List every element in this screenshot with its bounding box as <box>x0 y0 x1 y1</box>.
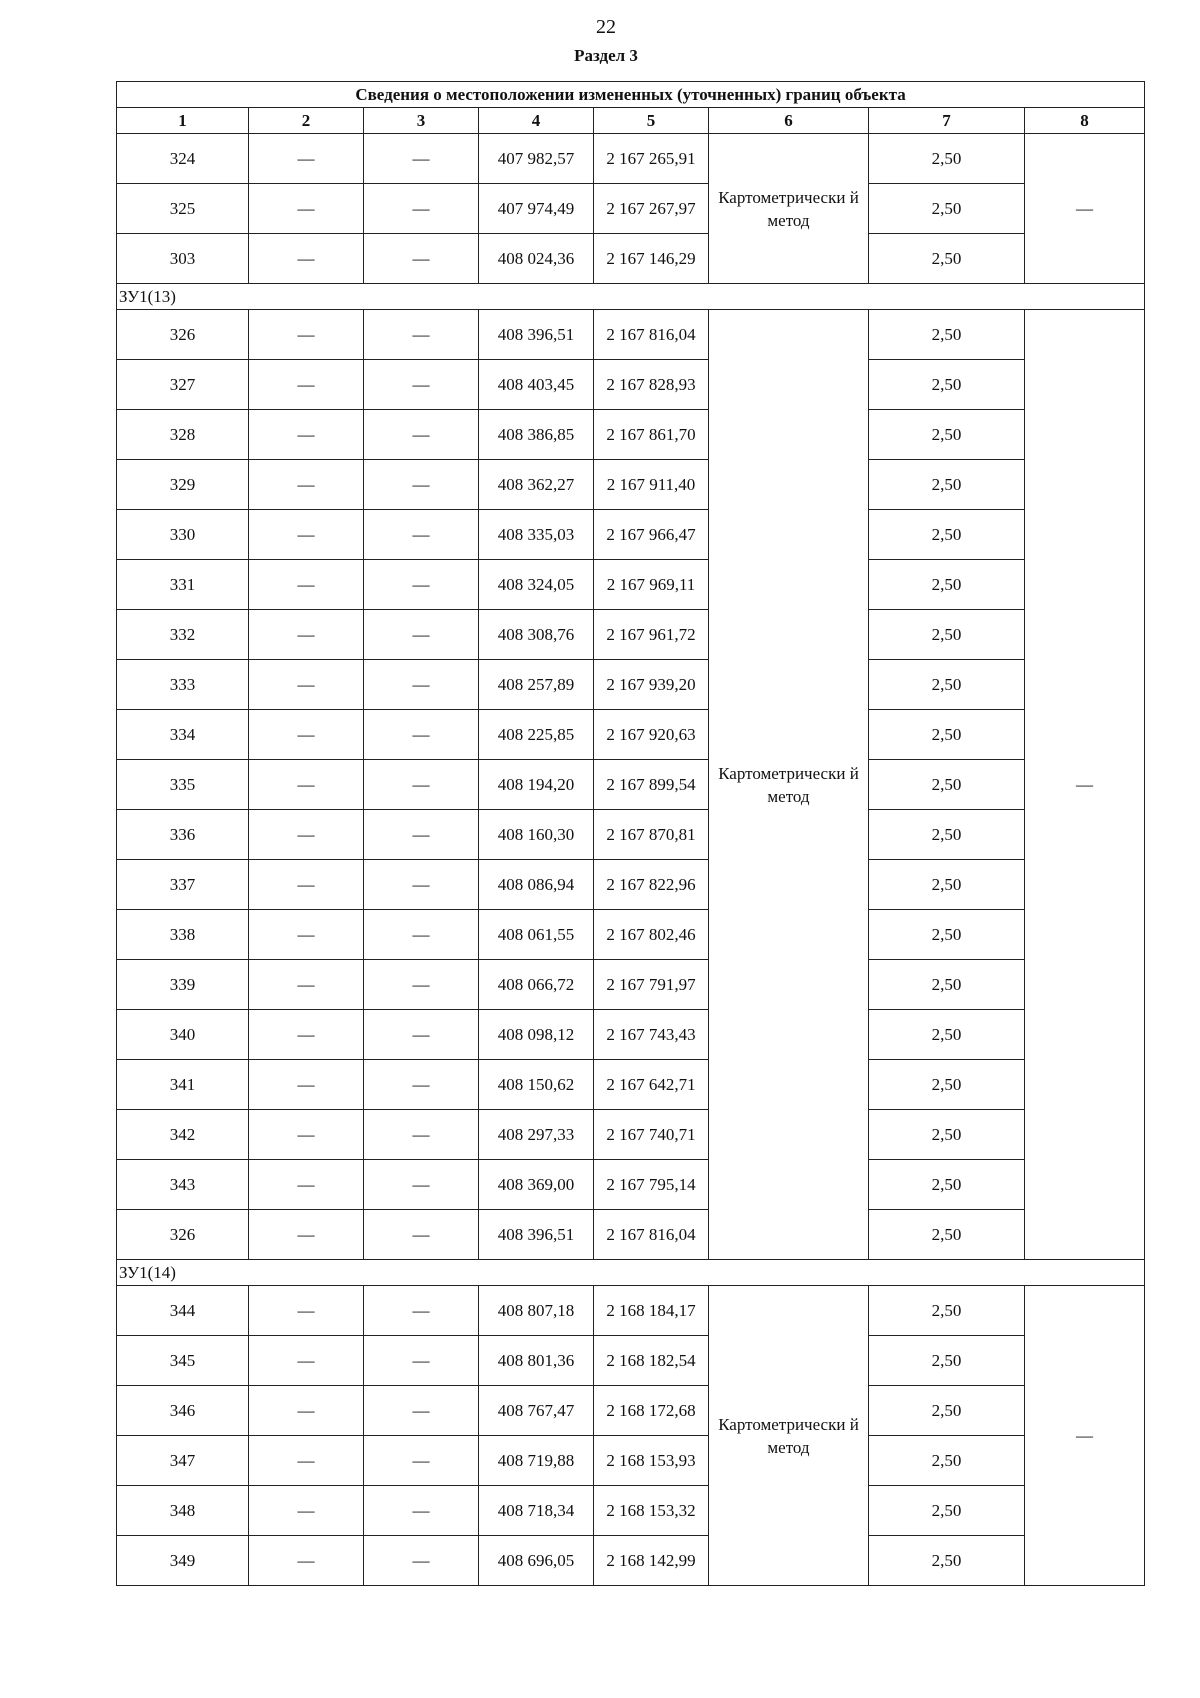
col2-cell: — <box>249 960 364 1010</box>
x-coordinate-cell: 408 194,20 <box>479 760 594 810</box>
accuracy-cell: 2,50 <box>869 460 1025 510</box>
x-coordinate-cell: 408 160,30 <box>479 810 594 860</box>
accuracy-cell: 2,50 <box>869 134 1025 184</box>
section-title: Раздел 3 <box>574 46 638 65</box>
accuracy-cell: 2,50 <box>869 1210 1025 1260</box>
column-header: 5 <box>594 108 709 134</box>
y-coordinate-cell: 2 167 642,71 <box>594 1060 709 1110</box>
col3-cell: — <box>364 1286 479 1336</box>
col3-cell: — <box>364 560 479 610</box>
accuracy-cell: 2,50 <box>869 234 1025 284</box>
table-row <box>117 460 1145 510</box>
point-number-cell: 326 <box>117 310 249 360</box>
accuracy-cell: 2,50 <box>869 184 1025 234</box>
table-row <box>117 134 1145 184</box>
table-caption: Сведения о местоположении измененных (уточненных) границ объекта <box>117 82 1145 108</box>
col2-cell: — <box>249 1336 364 1386</box>
accuracy-cell: 2,50 <box>869 660 1025 710</box>
accuracy-cell: 2,50 <box>869 610 1025 660</box>
y-coordinate-cell: 2 167 870,81 <box>594 810 709 860</box>
col2-cell: — <box>249 184 364 234</box>
table-row <box>117 1536 1145 1586</box>
x-coordinate-cell: 408 324,05 <box>479 560 594 610</box>
point-number-cell: 330 <box>117 510 249 560</box>
y-coordinate-cell: 2 167 816,04 <box>594 1210 709 1260</box>
point-number-cell: 344 <box>117 1286 249 1336</box>
accuracy-cell: 2,50 <box>869 1160 1025 1210</box>
y-coordinate-cell: 2 168 172,68 <box>594 1386 709 1436</box>
col2-cell: — <box>249 1286 364 1336</box>
y-coordinate-cell: 2 168 153,32 <box>594 1486 709 1536</box>
x-coordinate-cell: 407 974,49 <box>479 184 594 234</box>
col2-cell: — <box>249 1010 364 1060</box>
accuracy-cell: 2,50 <box>869 410 1025 460</box>
x-coordinate-cell: 408 386,85 <box>479 410 594 460</box>
y-coordinate-cell: 2 167 961,72 <box>594 610 709 660</box>
table-caption-row <box>117 82 1145 108</box>
accuracy-cell: 2,50 <box>869 1336 1025 1386</box>
table-row <box>117 410 1145 460</box>
col3-cell: — <box>364 710 479 760</box>
y-coordinate-cell: 2 167 791,97 <box>594 960 709 1010</box>
col3-cell: — <box>364 660 479 710</box>
page-number: 22 <box>596 16 616 38</box>
col2-cell: — <box>249 310 364 360</box>
table-row <box>117 660 1145 710</box>
column-header: 8 <box>1025 108 1145 134</box>
accuracy-cell: 2,50 <box>869 860 1025 910</box>
accuracy-cell: 2,50 <box>869 1060 1025 1110</box>
x-coordinate-cell: 408 696,05 <box>479 1536 594 1586</box>
point-number-cell: 331 <box>117 560 249 610</box>
y-coordinate-cell: 2 167 899,54 <box>594 760 709 810</box>
table-row <box>117 1286 1145 1336</box>
table-row <box>117 234 1145 284</box>
point-number-cell: 340 <box>117 1010 249 1060</box>
x-coordinate-cell: 408 024,36 <box>479 234 594 284</box>
point-number-cell: 337 <box>117 860 249 910</box>
table-row <box>117 910 1145 960</box>
col3-cell: — <box>364 310 479 360</box>
method-cell: Картометрически й метод <box>709 134 869 284</box>
table-row <box>117 760 1145 810</box>
col3-cell: — <box>364 360 479 410</box>
point-number-cell: 333 <box>117 660 249 710</box>
point-number-cell: 339 <box>117 960 249 1010</box>
table-row <box>117 1010 1145 1060</box>
col3-cell: — <box>364 1060 479 1110</box>
col3-cell: — <box>364 1010 479 1060</box>
table-row <box>117 610 1145 660</box>
x-coordinate-cell: 408 396,51 <box>479 1210 594 1260</box>
y-coordinate-cell: 2 167 267,97 <box>594 184 709 234</box>
y-coordinate-cell: 2 167 822,96 <box>594 860 709 910</box>
col2-cell: — <box>249 234 364 284</box>
x-coordinate-cell: 408 396,51 <box>479 310 594 360</box>
group-label: ЗУ1(13) <box>117 284 1145 310</box>
y-coordinate-cell: 2 167 740,71 <box>594 1110 709 1160</box>
x-coordinate-cell: 408 098,12 <box>479 1010 594 1060</box>
table-body <box>117 82 1145 1586</box>
col2-cell: — <box>249 610 364 660</box>
point-number-cell: 327 <box>117 360 249 410</box>
point-number-cell: 334 <box>117 710 249 760</box>
x-coordinate-cell: 408 807,18 <box>479 1286 594 1336</box>
column-header: 3 <box>364 108 479 134</box>
col3-cell: — <box>364 1110 479 1160</box>
table-row <box>117 1336 1145 1386</box>
x-coordinate-cell: 408 767,47 <box>479 1386 594 1436</box>
accuracy-cell: 2,50 <box>869 1536 1025 1586</box>
accuracy-cell: 2,50 <box>869 310 1025 360</box>
x-coordinate-cell: 408 369,00 <box>479 1160 594 1210</box>
point-number-cell: 348 <box>117 1486 249 1536</box>
col3-cell: — <box>364 960 479 1010</box>
y-coordinate-cell: 2 167 743,43 <box>594 1010 709 1060</box>
method-cell: Картометрически й метод <box>709 310 869 1260</box>
group-label-row <box>117 284 1145 310</box>
group-label-row <box>117 1260 1145 1286</box>
column-header: 7 <box>869 108 1025 134</box>
point-number-cell: 303 <box>117 234 249 284</box>
column-header: 4 <box>479 108 594 134</box>
accuracy-cell: 2,50 <box>869 760 1025 810</box>
col3-cell: — <box>364 460 479 510</box>
col2-cell: — <box>249 1110 364 1160</box>
col2-cell: — <box>249 910 364 960</box>
x-coordinate-cell: 408 066,72 <box>479 960 594 1010</box>
point-number-cell: 326 <box>117 1210 249 1260</box>
point-number-cell: 324 <box>117 134 249 184</box>
accuracy-cell: 2,50 <box>869 810 1025 860</box>
table-row <box>117 1436 1145 1486</box>
col3-cell: — <box>364 234 479 284</box>
x-coordinate-cell: 408 297,33 <box>479 1110 594 1160</box>
col3-cell: — <box>364 1536 479 1586</box>
col2-cell: — <box>249 660 364 710</box>
col2-cell: — <box>249 1210 364 1260</box>
point-number-cell: 332 <box>117 610 249 660</box>
y-coordinate-cell: 2 167 911,40 <box>594 460 709 510</box>
col3-cell: — <box>364 810 479 860</box>
method-cell: Картометрически й метод <box>709 1286 869 1586</box>
accuracy-cell: 2,50 <box>869 710 1025 760</box>
col3-cell: — <box>364 1210 479 1260</box>
col3-cell: — <box>364 1336 479 1386</box>
x-coordinate-cell: 408 719,88 <box>479 1436 594 1486</box>
point-number-cell: 336 <box>117 810 249 860</box>
accuracy-cell: 2,50 <box>869 1436 1025 1486</box>
group-label: ЗУ1(14) <box>117 1260 1145 1286</box>
col2-cell: — <box>249 1060 364 1110</box>
accuracy-cell: 2,50 <box>869 960 1025 1010</box>
y-coordinate-cell: 2 167 861,70 <box>594 410 709 460</box>
y-coordinate-cell: 2 167 146,29 <box>594 234 709 284</box>
table-row <box>117 1210 1145 1260</box>
y-coordinate-cell: 2 167 939,20 <box>594 660 709 710</box>
accuracy-cell: 2,50 <box>869 510 1025 560</box>
point-number-cell: 347 <box>117 1436 249 1486</box>
point-number-cell: 335 <box>117 760 249 810</box>
col3-cell: — <box>364 610 479 660</box>
table-row <box>117 860 1145 910</box>
col3-cell: — <box>364 760 479 810</box>
table-row <box>117 1386 1145 1436</box>
table-row <box>117 184 1145 234</box>
x-coordinate-cell: 408 150,62 <box>479 1060 594 1110</box>
y-coordinate-cell: 2 168 142,99 <box>594 1536 709 1586</box>
y-coordinate-cell: 2 167 816,04 <box>594 310 709 360</box>
column-header: 1 <box>117 108 249 134</box>
point-number-cell: 343 <box>117 1160 249 1210</box>
col3-cell: — <box>364 910 479 960</box>
x-coordinate-cell: 408 335,03 <box>479 510 594 560</box>
col8-cell: — <box>1025 1286 1145 1586</box>
y-coordinate-cell: 2 168 182,54 <box>594 1336 709 1386</box>
table-row <box>117 1110 1145 1160</box>
col2-cell: — <box>249 134 364 184</box>
col3-cell: — <box>364 1436 479 1486</box>
point-number-cell: 325 <box>117 184 249 234</box>
col2-cell: — <box>249 460 364 510</box>
table-row <box>117 1060 1145 1110</box>
point-number-cell: 349 <box>117 1536 249 1586</box>
x-coordinate-cell: 408 308,76 <box>479 610 594 660</box>
col3-cell: — <box>364 860 479 910</box>
table-row <box>117 1160 1145 1210</box>
x-coordinate-cell: 408 403,45 <box>479 360 594 410</box>
y-coordinate-cell: 2 167 795,14 <box>594 1160 709 1210</box>
col3-cell: — <box>364 1386 479 1436</box>
col3-cell: — <box>364 1160 479 1210</box>
y-coordinate-cell: 2 167 265,91 <box>594 134 709 184</box>
point-number-cell: 329 <box>117 460 249 510</box>
accuracy-cell: 2,50 <box>869 1286 1025 1336</box>
y-coordinate-cell: 2 167 828,93 <box>594 360 709 410</box>
x-coordinate-cell: 408 225,85 <box>479 710 594 760</box>
column-header: 6 <box>709 108 869 134</box>
point-number-cell: 346 <box>117 1386 249 1436</box>
y-coordinate-cell: 2 167 802,46 <box>594 910 709 960</box>
table-row <box>117 360 1145 410</box>
table-row <box>117 560 1145 610</box>
accuracy-cell: 2,50 <box>869 910 1025 960</box>
y-coordinate-cell: 2 168 153,93 <box>594 1436 709 1486</box>
accuracy-cell: 2,50 <box>869 1010 1025 1060</box>
y-coordinate-cell: 2 167 966,47 <box>594 510 709 560</box>
col2-cell: — <box>249 360 364 410</box>
col2-cell: — <box>249 810 364 860</box>
point-number-cell: 345 <box>117 1336 249 1386</box>
table-row <box>117 1486 1145 1536</box>
x-coordinate-cell: 408 086,94 <box>479 860 594 910</box>
col2-cell: — <box>249 760 364 810</box>
table-header-row <box>117 108 1145 134</box>
column-header: 2 <box>249 108 364 134</box>
x-coordinate-cell: 407 982,57 <box>479 134 594 184</box>
point-number-cell: 338 <box>117 910 249 960</box>
point-number-cell: 328 <box>117 410 249 460</box>
accuracy-cell: 2,50 <box>869 1486 1025 1536</box>
col3-cell: — <box>364 184 479 234</box>
col3-cell: — <box>364 410 479 460</box>
col2-cell: — <box>249 1386 364 1436</box>
accuracy-cell: 2,50 <box>869 360 1025 410</box>
table-row <box>117 310 1145 360</box>
col2-cell: — <box>249 560 364 610</box>
x-coordinate-cell: 408 362,27 <box>479 460 594 510</box>
point-number-cell: 342 <box>117 1110 249 1160</box>
col2-cell: — <box>249 1536 364 1586</box>
col8-cell: — <box>1025 310 1145 1260</box>
accuracy-cell: 2,50 <box>869 1110 1025 1160</box>
col2-cell: — <box>249 510 364 560</box>
col3-cell: — <box>364 1486 479 1536</box>
col2-cell: — <box>249 710 364 760</box>
col3-cell: — <box>364 134 479 184</box>
col2-cell: — <box>249 1436 364 1486</box>
col8-cell: — <box>1025 134 1145 284</box>
col2-cell: — <box>249 860 364 910</box>
accuracy-cell: 2,50 <box>869 560 1025 610</box>
x-coordinate-cell: 408 257,89 <box>479 660 594 710</box>
x-coordinate-cell: 408 801,36 <box>479 1336 594 1386</box>
table-row <box>117 510 1145 560</box>
accuracy-cell: 2,50 <box>869 1386 1025 1436</box>
col2-cell: — <box>249 410 364 460</box>
table-row <box>117 810 1145 860</box>
x-coordinate-cell: 408 061,55 <box>479 910 594 960</box>
table-row <box>117 710 1145 760</box>
point-number-cell: 341 <box>117 1060 249 1110</box>
col3-cell: — <box>364 510 479 560</box>
y-coordinate-cell: 2 167 969,11 <box>594 560 709 610</box>
y-coordinate-cell: 2 168 184,17 <box>594 1286 709 1336</box>
table-row <box>117 960 1145 1010</box>
x-coordinate-cell: 408 718,34 <box>479 1486 594 1536</box>
y-coordinate-cell: 2 167 920,63 <box>594 710 709 760</box>
col2-cell: — <box>249 1160 364 1210</box>
boundary-coordinates-table <box>116 81 1145 1586</box>
col2-cell: — <box>249 1486 364 1536</box>
